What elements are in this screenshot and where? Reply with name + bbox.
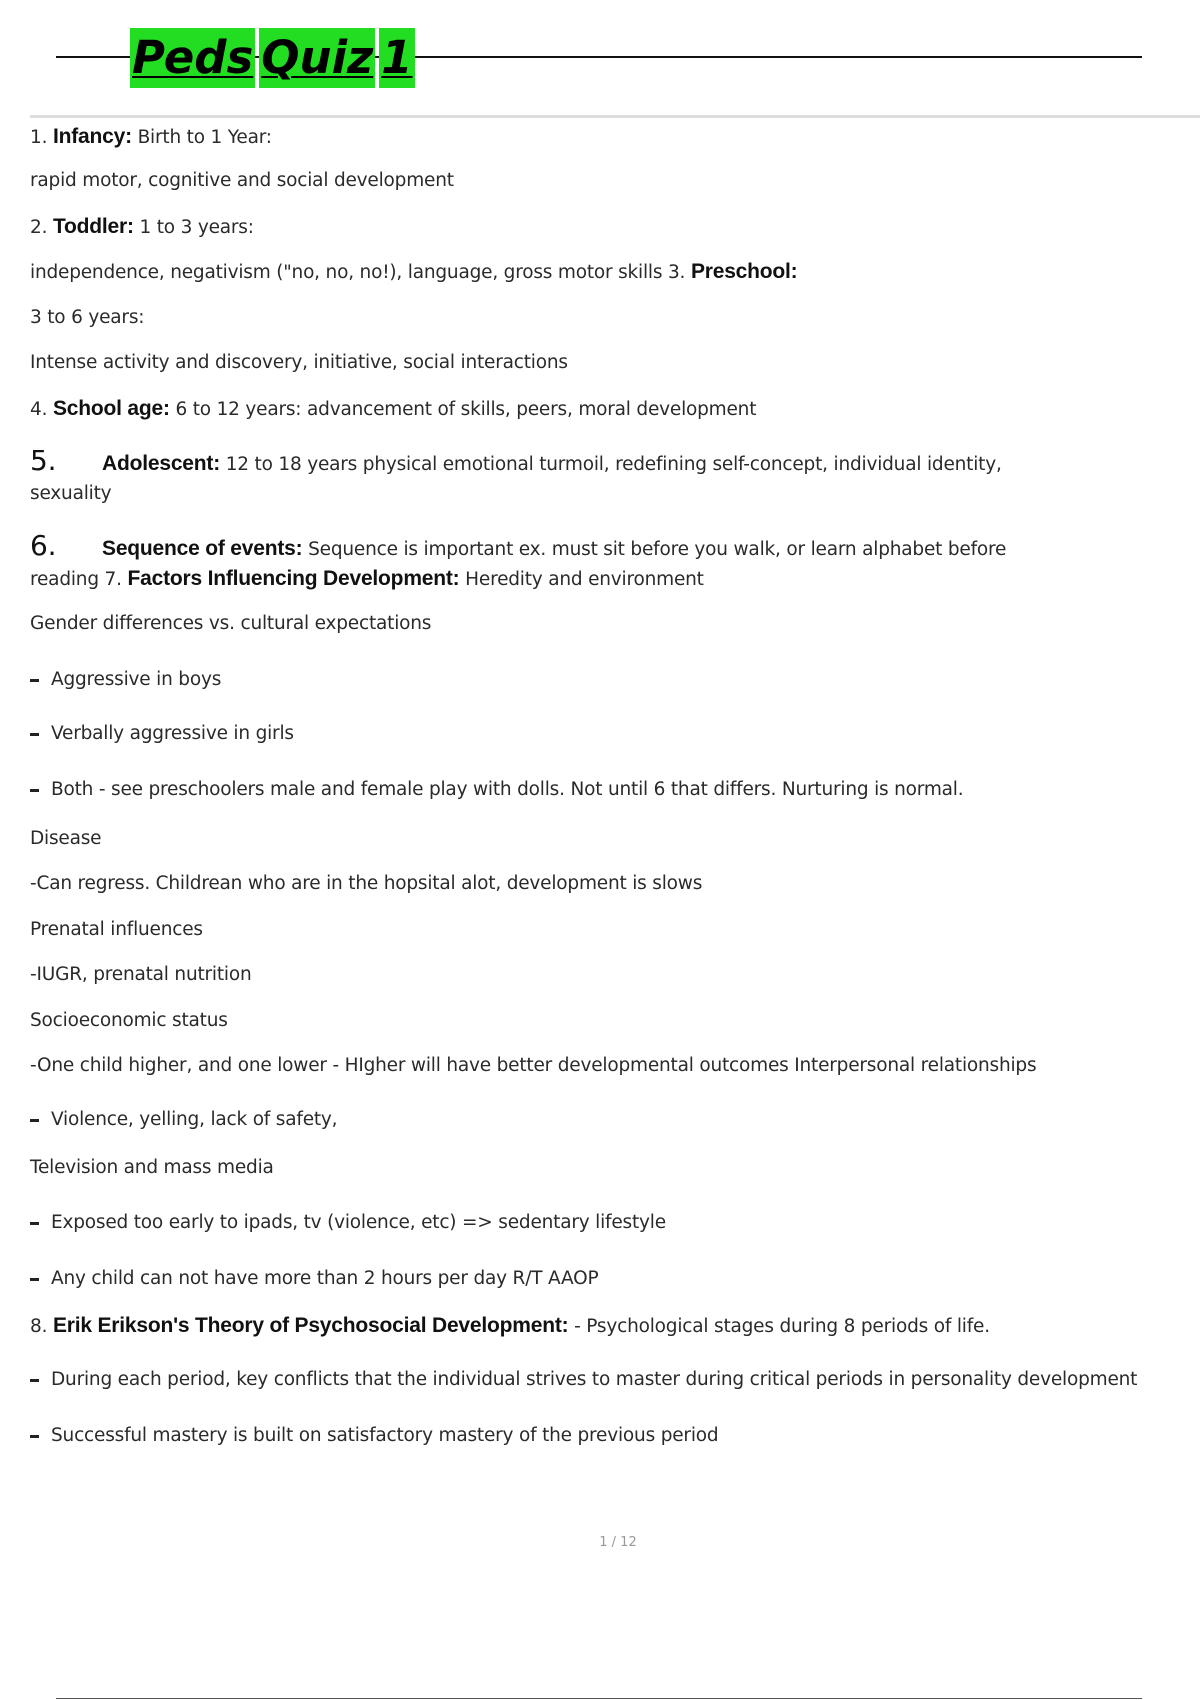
bullet-item bbox=[30, 1107, 337, 1133]
bullet-item bbox=[30, 1423, 718, 1449]
bullet-item bbox=[30, 1210, 666, 1236]
body-line: Television and mass media bbox=[30, 1157, 274, 1178]
body-line: sexuality bbox=[30, 483, 112, 504]
item-heading: Adolescent: bbox=[102, 452, 221, 475]
dash-icon bbox=[30, 1119, 39, 1122]
item-number: 6. bbox=[30, 529, 57, 562]
item-text: Heredity and environment bbox=[465, 569, 704, 590]
item-heading: Preschool: bbox=[690, 260, 798, 283]
item-number: 2. bbox=[30, 217, 48, 238]
title-divider bbox=[30, 115, 1200, 118]
dash-icon bbox=[30, 1278, 39, 1281]
item-text: 1 to 3 years: bbox=[139, 217, 254, 238]
item-erikson bbox=[30, 1313, 990, 1340]
bullet-text: Aggressive in boys bbox=[51, 669, 222, 690]
title-word: Peds bbox=[130, 28, 255, 88]
page-number: 1 / 12 bbox=[599, 1535, 637, 1550]
body-line: rapid motor, cognitive and social development bbox=[30, 170, 454, 191]
item-heading: School age: bbox=[52, 397, 170, 420]
body-line: -Can regress. Childrean who are in the hopsital alot, development is slows bbox=[30, 873, 703, 894]
item-preschool bbox=[30, 259, 797, 286]
bullet-text: Any child can not have more than 2 hours per day R/T AAOP bbox=[51, 1268, 599, 1289]
page-title bbox=[130, 28, 415, 88]
bullet-item bbox=[30, 777, 963, 803]
item-heading: Erik Erikson's Theory of Psychosocial Development: bbox=[52, 1314, 569, 1337]
item-heading: Toddler: bbox=[52, 215, 134, 238]
item-text: 6 to 12 years: advancement of skills, peers, moral development bbox=[175, 399, 757, 420]
bullet-text: Exposed too early to ipads, tv (violence, etc) => sedentary lifestyle bbox=[51, 1212, 666, 1233]
bullet-item bbox=[30, 721, 294, 747]
bullet-text: During each period, key conflicts that the individual strives to master during critical periods in personality development bbox=[51, 1369, 1138, 1390]
item-sequence bbox=[30, 529, 1007, 563]
dash-icon bbox=[30, 1435, 39, 1438]
item-number: 8. bbox=[30, 1316, 48, 1337]
body-line: Gender differences vs. cultural expectations bbox=[30, 613, 432, 634]
item-text: Sequence is important ex. must sit before you walk, or learn alphabet before bbox=[308, 539, 1007, 560]
item-school-age bbox=[30, 396, 756, 423]
dash-icon bbox=[30, 1222, 39, 1225]
item-infancy bbox=[30, 124, 272, 151]
bullet-text: Successful mastery is built on satisfactory mastery of the previous period bbox=[51, 1425, 719, 1446]
dash-icon bbox=[30, 1379, 39, 1382]
body-line: 3 to 6 years: bbox=[30, 307, 145, 328]
body-line: -One child higher, and one lower - HIgher will have better developmental outcomes Interpersonal relationships bbox=[30, 1055, 1037, 1076]
dash-icon bbox=[30, 733, 39, 736]
dash-icon bbox=[30, 789, 39, 792]
bottom-rule bbox=[56, 1698, 1142, 1699]
item-number: 4. bbox=[30, 399, 48, 420]
item-number: 5. bbox=[30, 444, 57, 477]
bullet-item bbox=[30, 1367, 1137, 1393]
title-word: Quiz bbox=[259, 28, 375, 88]
body-line: Intense activity and discovery, initiative, social interactions bbox=[30, 352, 568, 373]
item-heading: Infancy: bbox=[52, 125, 132, 148]
item-text: reading 7. bbox=[30, 569, 122, 590]
dash-icon bbox=[30, 679, 39, 682]
item-text: - Psychological stages during 8 periods of life. bbox=[574, 1316, 990, 1337]
body-line: -IUGR, prenatal nutrition bbox=[30, 964, 252, 985]
bullet-text: Both - see preschoolers male and female play with dolls. Not until 6 that differs. Nurturing is normal. bbox=[51, 779, 964, 800]
item-heading: Factors Influencing Development: bbox=[127, 567, 460, 590]
body-line: Socioeconomic status bbox=[30, 1010, 228, 1031]
item-factors bbox=[30, 566, 704, 593]
body-line: Disease bbox=[30, 828, 102, 849]
item-toddler bbox=[30, 214, 254, 241]
title-word: 1 bbox=[379, 28, 414, 88]
bullet-item bbox=[30, 1266, 598, 1292]
body-line: Prenatal influences bbox=[30, 919, 203, 940]
item-number: 1. bbox=[30, 127, 48, 148]
item-text: 12 to 18 years physical emotional turmoil, redefining self-concept, individual identity, bbox=[225, 454, 1002, 475]
item-text: independence, negativism ("no, no, no!), language, gross motor skills 3. bbox=[30, 262, 686, 283]
bullet-item bbox=[30, 667, 221, 693]
item-heading: Sequence of events: bbox=[102, 537, 303, 560]
bullet-text: Violence, yelling, lack of safety, bbox=[51, 1109, 338, 1130]
item-text: Birth to 1 Year: bbox=[137, 127, 272, 148]
bullet-text: Verbally aggressive in girls bbox=[51, 723, 294, 744]
item-adolescent bbox=[30, 444, 1002, 478]
